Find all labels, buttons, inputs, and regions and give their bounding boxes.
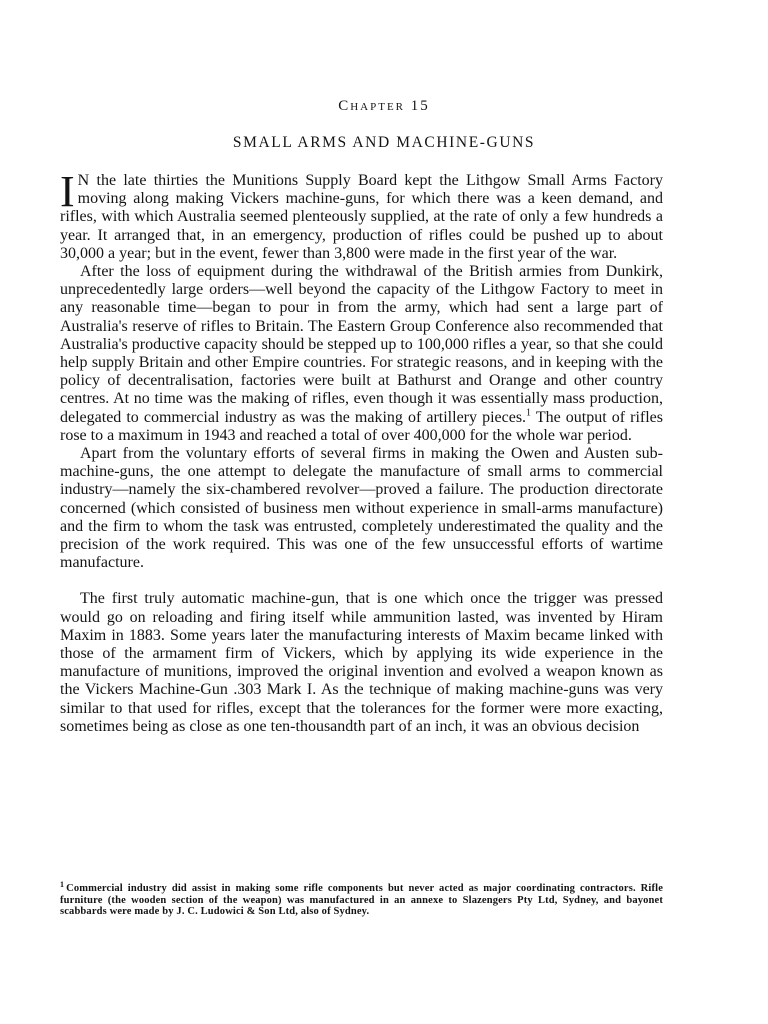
paragraph-4: The first truly automatic machine-gun, that is one which once the trigger was pressed would go on reloading and firing itself while ammunition lasted, was invented by Hiram Maxim in 1883. Some years later the manufacturing interests of Maxim became linked with those of the armament firm of Vickers, which by applying its wide experience in the manufacture of munitions, improved the original invention and evolved a weapon known as the Vickers Machine-Gun .303 Mark I. As the technique of making machine-guns was very similar to that used for rifles, except that the tolerances for the former were more exacting, sometimes being as close as one ten-thousandth part of an inch, it was an obvious decision (60, 590, 663, 735)
footnote (60, 879, 663, 918)
footnote-number: 1 (60, 879, 65, 889)
chapter-label: Chapter 15 (338, 98, 430, 114)
footnote-reference: 1 (526, 407, 532, 419)
paragraph-1-text: N the late thirties the Munitions Supply Board kept the Lithgow Small Arms Factory moving along making Vickers machine-guns, for which there was a keen demand, and rifles, with which Australia seemed plenteously supplied, at the rate of only a few hundreds a year. It arranged that, in an emergency, production of rifles could be pushed up to about 30,000 a year; but in the event, fewer than 3,800 were made in the first year of the war. (60, 172, 663, 262)
paragraph-2 (60, 263, 663, 445)
paragraph-2-text-b: The output of rifles rose to a maximum in 1943 and reached a total of over 400,000 for the whole war period. (60, 408, 663, 444)
paragraph-3: Apart from the voluntary efforts of several firms in making the Owen and Austen sub-machine-guns, the one attempt to delegate the manufacture of small arms to commercial industry—namely the six-chambered revolver—proved a failure. The production directorate concerned (which consisted of business men without experience in small-arms manufacture) and the firm to whom the task was entrusted, completely underestimated the quality and the precision of the work required. This was one of the few unsuccessful efforts of wartime manufacture. (60, 445, 663, 572)
chapter-title: SMALL ARMS AND MACHINE-GUNS (232, 134, 536, 151)
footnote-text: Commercial industry did assist in making some rifle components but never acted as major coordinating contractors. Rifle furniture (the wooden section of the weapon) was manufactured in an annexe to Slazengers Pty Ltd, Sydney, and bayonet scabbards were made by J. C. Ludowici & Son Ltd, also of Sydney. (60, 883, 663, 917)
body-text (60, 167, 663, 736)
paragraph-2-text-a: After the loss of equipment during the withdrawal of the British armies from Dunkirk, unprecedentedly large orders—well beyond the capacity of the Lithgow Factory to meet in any reasonable time—began to pour in from the army, which had sent a large part of Australia's reserve of rifles to Britain. The Eastern Group Conference also recommended that Australia's productive capacity should be stepped up to 100,000 rifles a year, so that she could help supply Britain and other Empire countries. For strategic reasons, and in keeping with the policy of decentralisation, factories were built at Bathurst and Orange and other country centres. At no time was the making of rifles, even though it was essentially mass production, delegated to commercial industry as was the making of artillery pieces. (60, 263, 663, 426)
drop-cap: I (60, 167, 75, 216)
paragraph-1 (60, 167, 663, 263)
